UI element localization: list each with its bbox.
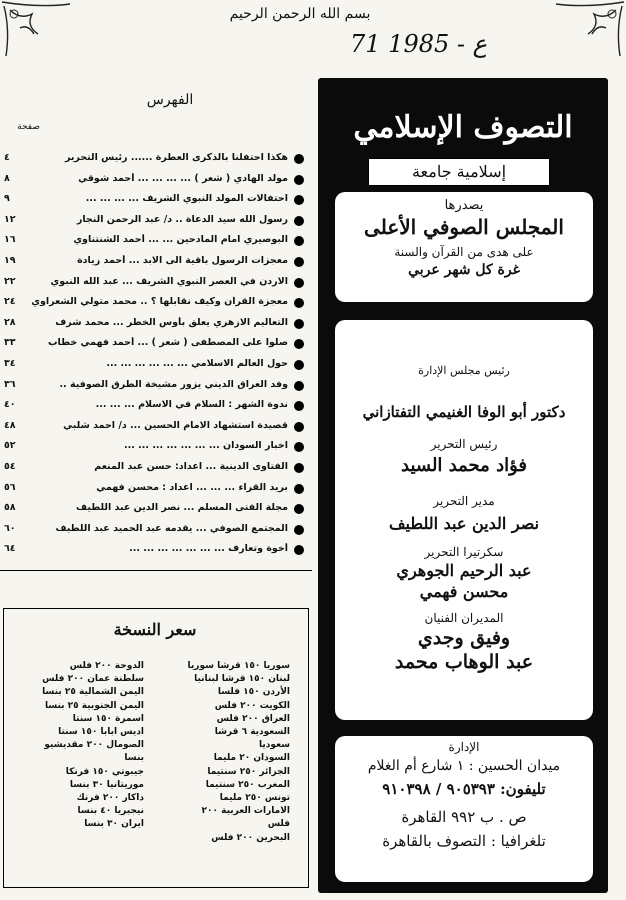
bullet-icon	[294, 339, 304, 349]
toc-item-title: صلوا على المصطفى ( شعر ) ... أحمد فهمي خطاب	[47, 337, 288, 349]
toc-item-page: ٩	[4, 193, 10, 205]
toc-page-label: صفحة	[17, 122, 40, 132]
toc-item	[4, 440, 304, 454]
toc-item-page: ٣٤	[4, 358, 16, 369]
toc-item	[4, 193, 304, 207]
bullet-icon	[294, 319, 304, 329]
price-entry: المغرب ٢٥٠ سنتيما	[205, 779, 290, 790]
bullet-icon	[294, 401, 304, 411]
secretaries-label: سكرتيرا التحرير	[424, 545, 504, 559]
toc-item	[4, 337, 304, 351]
toc-item	[4, 234, 304, 248]
price-entry: العراق ٢٠٠ فلس	[216, 713, 290, 724]
toc-item-page: ٣٦	[4, 378, 16, 390]
bullet-icon	[294, 216, 304, 226]
price-entry: الامارات العربية ٢٠٠	[201, 806, 290, 817]
bullet-icon	[294, 298, 304, 308]
publisher-box	[335, 192, 593, 302]
toc-item-title: أخوة وتعارف ... ... ... ... ... ... ...	[129, 543, 288, 555]
price-entry: اليمن الجنوبية ٢٥ بنسا	[44, 700, 144, 711]
administration-box	[335, 736, 593, 882]
price-entry: سعوديا	[259, 740, 290, 751]
toc-item-title: قصيدة استشهاد الامام الحسين ... د/ احمد شلبي	[63, 419, 288, 431]
bullet-icon	[294, 175, 304, 185]
toc-item-page: ٥٦	[4, 481, 16, 493]
toc-item	[4, 317, 304, 331]
bullet-icon	[294, 360, 304, 370]
price-entry: الكويت ٢٠٠ فلس	[214, 700, 290, 711]
price-entry: السودان ٢٠ مليما	[213, 753, 290, 764]
price-entry: البحرين ٢٠٠ فلس	[211, 832, 290, 843]
bullet-icon	[294, 484, 304, 494]
bullet-icon	[294, 154, 304, 164]
toc-item	[4, 461, 304, 475]
toc-item-title: التعاليم الازهري يعلق بأوس الخطر ... محمد شرف	[55, 316, 288, 328]
price-entry: الأردن ١٥٠ فلسا	[217, 687, 290, 698]
editor-name: فؤاد محمد السيد	[401, 455, 527, 476]
toc-item	[4, 420, 304, 434]
toc-item-page: ٤٨	[4, 419, 16, 431]
price-entry: سلطنة عمان ٢٠٠ فلس	[42, 674, 144, 685]
toc-item-title: احتفالات المولد النبوي الشريف ... ... ... ...	[85, 193, 288, 205]
art-director-name: عبد الوهاب محمد	[394, 651, 534, 673]
price-entry: داكار ٢٠٠ فرنك	[76, 793, 144, 804]
toc-item-page: ٦٤	[4, 543, 16, 555]
price-entry: جيبوتي ١٥٠ فرنكا	[65, 766, 144, 777]
toc-item-title: المجتمع الصوفي ... يقدمه عبد الحميد عبد اللطيف	[55, 522, 288, 534]
bullet-icon	[294, 504, 304, 514]
toc-item-page: ٢٤	[4, 296, 16, 308]
top-left-ornament	[0, 0, 80, 60]
price-entry: سوريا ١٥٠ قرشا سوريا	[187, 661, 290, 671]
toc-item-page: ٢٢	[4, 275, 16, 287]
price-entry: ايران ٣٠ بنسا	[84, 819, 144, 830]
toc-item-page: ٨	[4, 172, 10, 184]
art-director-name: وفيق وجدي	[417, 627, 511, 649]
managing-editor-label: مدير التحرير	[433, 494, 495, 508]
address-text: ميدان الحسين : ١ شارع أم الغلام	[367, 758, 561, 774]
price-column-right	[160, 660, 290, 845]
toc-item-title: اخبار السودان ... ... ... ... ... ... ...	[124, 440, 288, 452]
secretary-name: عبد الرحيم الجوهري	[396, 561, 532, 580]
toc-title: الفهرس	[146, 92, 194, 108]
toc-item	[4, 543, 304, 557]
toc-item	[4, 379, 304, 393]
bullet-icon	[294, 195, 304, 205]
toc-item-title: البوصيري امام المادحين ... ... أحمد الشنتناوي	[73, 234, 288, 246]
bullet-icon	[294, 381, 304, 391]
administration-label: الإدارة	[448, 740, 480, 754]
price-entry: اليمن الشمالية ٢٥ بنسا	[42, 687, 144, 698]
price-entry: السعودية ٦ قرشا	[214, 727, 290, 738]
toc-item-page: ٥٤	[4, 461, 16, 472]
frequency-text: غرة كل شهر عربي	[408, 262, 520, 278]
toc-item-title: الاردن في العصر النبوي الشريف ... عبد الله النبوي	[50, 275, 288, 287]
magazine-title: التصوف الإسلامي	[353, 110, 573, 145]
board-chair-name: دكتور أبو الوفا الغنيمي التفتازاني	[362, 403, 566, 421]
toc-item-title: بريد القراء ... ... ... اعداد : محسن فهمي	[96, 481, 288, 493]
toc-item	[4, 173, 304, 187]
toc-item-page: ٢٨	[4, 316, 16, 328]
bullet-icon	[294, 442, 304, 452]
publisher-intro: يصدرها	[444, 198, 484, 213]
toc-item-page: ٣٣	[4, 337, 16, 349]
price-column-left	[14, 660, 144, 832]
toc-item	[4, 399, 304, 413]
toc-item-page: ٥٨	[4, 502, 16, 514]
toc-item-title: معجزات الرسول باقية الى الابد ... أحمد زيادة	[77, 255, 288, 266]
toc-item-title: وفد العراق الديني يزور مشيخة الطرق الصوفية ..	[59, 378, 288, 390]
toc-item-title: حول العالم الاسلامي ... ... ... ... ... ...	[106, 358, 288, 369]
price-entry: موريتانيا ٣٠ بنسا	[69, 779, 144, 790]
telegraph-text: تلغرافيا : التصوف بالقاهرة	[382, 832, 546, 850]
managing-editor-name: نصر الدين عبد اللطيف	[388, 514, 540, 533]
toc-item	[4, 502, 304, 516]
basmala: بسم الله الرحمن الرحيم	[229, 6, 371, 22]
price-title: سعر النسخة	[113, 620, 197, 639]
toc-item-page: ٤٠	[4, 399, 16, 411]
toc-item-title: ندوة الشهر : السلام في الاسلام ... ... ...	[95, 399, 288, 411]
bullet-icon	[294, 545, 304, 555]
price-entry: لبنان ١٥٠ قرشا لبنانيا	[194, 674, 290, 685]
phone-text: تليفون: ٩٠٥٣٩٣ / ٩١٠٣٩٨	[382, 780, 546, 798]
staff-box	[335, 320, 593, 720]
magazine-subtitle: إسلامية جامعة	[368, 158, 550, 186]
price-entry: تونس ٢٥٠ مليما	[219, 793, 290, 804]
toc-item	[4, 255, 304, 269]
toc-item-title: الفتاوى الدينية ... اعداد: حسن عبد المنعم	[94, 461, 288, 472]
price-entry: نيجيريا ٤٠ بنسا	[77, 806, 144, 817]
divider	[0, 570, 312, 571]
price-entry: اديس ابابا ١٥٠ سنتا	[58, 727, 144, 738]
toc-item-page: ٥٢	[4, 440, 16, 452]
price-entry: الدوحة ٢٠٠ فلس	[69, 661, 144, 671]
price-entry: الجزائر ٢٥٠ سنتيما	[207, 766, 290, 777]
toc-item	[4, 296, 304, 310]
toc-item-page: ١٦	[4, 234, 16, 246]
price-entry: اسمرة ١٥٠ سنتا	[72, 713, 144, 724]
price-entry: الصومال ٢٠٠ مقديشيو	[44, 740, 144, 751]
art-directors-label: المديران الفنيان	[424, 611, 504, 625]
toc-item	[4, 482, 304, 496]
toc-item-page: ٦٠	[4, 522, 16, 534]
publisher-name: المجلس الصوفي الأعلى	[364, 215, 564, 239]
toc-item	[4, 523, 304, 537]
bullet-icon	[294, 257, 304, 267]
bullet-icon	[294, 236, 304, 246]
board-chair-label: رئيس مجلس الإدارة	[418, 364, 510, 377]
toc-item-page: ١٩	[4, 255, 16, 266]
toc-item-page: ٤	[4, 152, 10, 163]
guidance-text: على هدى من القرآن والسنة	[394, 245, 534, 259]
toc-item	[4, 276, 304, 290]
bullet-icon	[294, 525, 304, 535]
editor-label: رئيس التحرير	[430, 437, 498, 451]
pobox-text: ص . ب ٩٩٢ القاهرة	[401, 808, 527, 826]
secretary-name: محسن فهمي	[419, 582, 509, 601]
toc-item-title: معجزة القرآن وكيف نقابلها ؟ .. محمد متولي الشعراوي	[31, 296, 288, 308]
toc-item	[4, 358, 304, 372]
price-entry: بنسا	[124, 753, 144, 764]
bullet-icon	[294, 422, 304, 432]
toc-item-page: ١٢	[4, 213, 16, 225]
toc-item-title: هكذا احتفلنا بالذكرى العطرة ...... رئيس التحرير	[64, 152, 288, 163]
toc-item-title: مجلة الفتى المسلم ... نصر الدين عبد اللطيف	[76, 502, 288, 514]
bullet-icon	[294, 278, 304, 288]
toc-item-title: رسول الله سيد الدعاة .. د/ عبد الرحمن النجار	[76, 213, 288, 225]
bullet-icon	[294, 463, 304, 473]
toc-item	[4, 152, 304, 166]
price-entry: فلس	[267, 819, 290, 830]
handwritten-note: 71 ع - 1985	[350, 30, 487, 58]
toc-item	[4, 214, 304, 228]
toc-item-title: مولد الهادي ( شعر ) ... ... ... ... أحمد شوقي	[78, 172, 288, 184]
